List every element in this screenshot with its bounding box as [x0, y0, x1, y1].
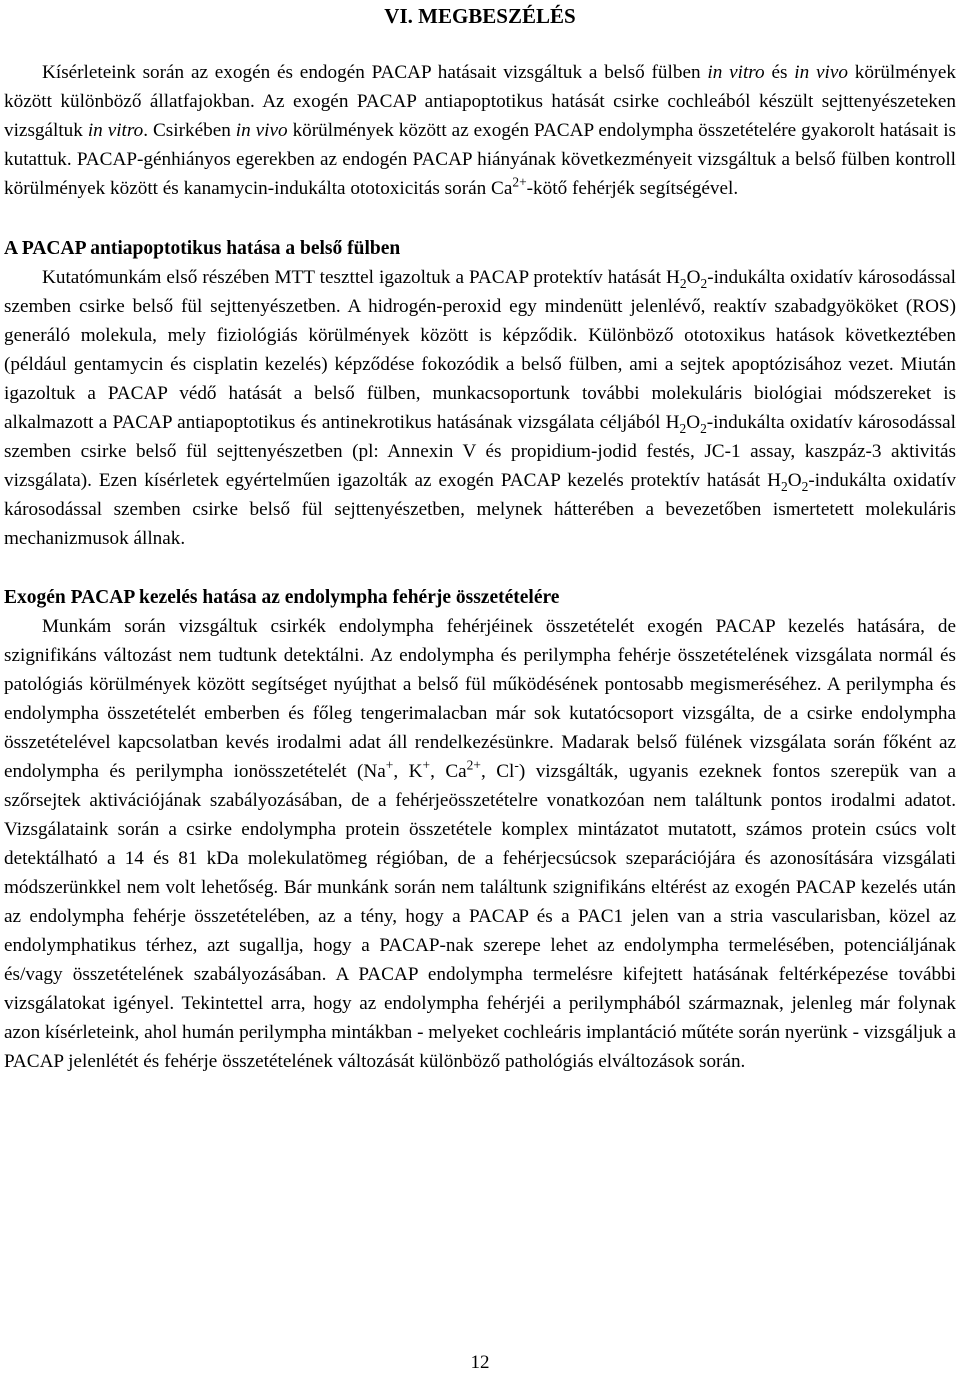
subscript: 2	[679, 420, 687, 436]
text-run: és	[764, 62, 795, 83]
text-run: , Ca	[430, 761, 467, 782]
chapter-title: VI. MEGBESZÉLÉS	[384, 4, 576, 28]
superscript: 2+	[512, 174, 527, 190]
section-paragraph-antiapoptotic	[4, 263, 956, 553]
text-run: ) vizsgálták, ugyanis ezeknek fontos szerepük van a szőrsejtek aktivációjának szabályozásában, de a fehérjeösszetételre vonatkozóan nem találtunk pontos irodalmi adatot. Vizsgálataink során a csirke endolympha protein összetétele komplex mintázatot mutatott, számos protein csúcs volt detektálható a 14 és 81 kDa molekulatömeg régióban, de a fehérjecsúcsok szeparációjára és azonosítására vizsgálati módszerünkkel nem volt lehetőség. Bár munkánk során nem találtunk szignifikáns eltérést az exogén PACAP kezelés után az endolympha fehérje összetételében, az a tény, hogy a PACAP és a PAC1 jelen van a stria vascularisban, közel az endolymphatikus térhez, azt sugallja, hogy a PACAP-nak szerepe lehet az endolympha termelésében, potenciáljának és/vagy összetételének szabályozásában. A PACAP endolympha termelésre kifejtett hatásának feltérképezése további vizsgálatokat igényel. Tekintettel arra, hogy az endolympha fehérjéi a perilymphából származnak, jelenleg már folynak azon kísérleteink, ahol humán perilympha mintákban - melyeket cochleáris implantáció műtéte során nyerünk - vizsgáljuk a PACAP jelenlétét és fehérje összetételének változását különböző pathológiás elváltozások során.	[4, 761, 956, 1072]
superscript: 2+	[466, 757, 481, 773]
text-run: O	[787, 470, 802, 491]
section-heading-antiapoptotic: A PACAP antiapoptotikus hatása a belső fülben	[4, 238, 401, 259]
section-heading-endolympha: Exogén PACAP kezelés hatása az endolympha fehérje összetételére	[4, 587, 560, 608]
page-number: 12	[470, 1352, 490, 1373]
subscript: 2	[679, 275, 687, 291]
subscript: 2	[781, 478, 788, 494]
text-run: körülmények között különböző állatfajokban. Az exogén PACAP antiapoptotikus hatását csirke cochleából készült sejttenyészeteken vizsgáltuk	[4, 62, 957, 141]
superscript: +	[385, 757, 394, 773]
text-run: Kísérleteink során az exogén és endogén PACAP hatásait vizsgáltuk a belső fülben	[42, 62, 708, 83]
superscript: +	[422, 757, 431, 773]
text-run: O	[686, 412, 701, 433]
text-run: -indukálta oxidatív károsodással szemben csirke belső fül sejttenyészetben. A hidrogén-peroxid egy mindenütt jelenlévő, reaktív szabadgyököket (ROS) generáló molekula, mely fiziológiás körülmények között is képződik. Különböző ototoxikus hatások következtében (például gentamycin és cisplatin kezelés) képződése fokozódik a belső fülben, ami a sejtek apoptózisához vezet. Miután igazoltuk a PACAP védő hatását a belső fülben, munkacsoportunk további molekuláris biológiai módszereket is alkalmazott a PACAP antiapoptotikus és antinekrotikus hatásának vizsgálata céljából H	[4, 267, 956, 433]
text-run: körülmények között az exogén PACAP endolympha összetételére gyakorolt hatásait is kutattuk. PACAP-génhiányos egerekben az endogén PACAP hiányának következményeit vizsgáltuk a belső fülben kontroll körülmények között és kanamycin-indukálta ototoxicitás során Ca	[4, 120, 956, 199]
section-paragraph-endolympha	[4, 612, 956, 1076]
text-run: Kutatómunkám első részében MTT teszttel igazoltuk a PACAP protektív hatását H	[42, 267, 680, 288]
superscript: -	[514, 757, 519, 773]
subscript: 2	[700, 420, 707, 436]
intro-paragraph	[4, 58, 956, 203]
text-run: -indukálta oxidatív károsodással szemben csirke belső fül sejttenyészetben (pl: Annexin V és propidium-jodid festés, JC-1 assay, kaszpáz-3 aktivitás vizsgálata). Ezen kísérletek egyértelműen igazolták az exogén PACAP kezelés protektív hatását H	[4, 412, 956, 491]
text-run: -indukálta oxidatív károsodással szemben csirke belső fül sejttenyészetben, melynek hátterében a bevezetőben ismertetett molekuláris mechanizmusok állnak.	[4, 470, 956, 549]
italic-term: in vivo	[235, 120, 288, 141]
text-run: , Cl	[480, 761, 515, 782]
italic-term: in vitro	[87, 120, 144, 141]
subscript: 2	[801, 478, 809, 494]
document-page	[4, 0, 956, 1076]
italic-term: in vitro	[707, 62, 765, 83]
italic-term: in vivo	[794, 62, 848, 83]
text-run: O	[686, 267, 701, 288]
text-run: . Csirkében	[143, 120, 236, 141]
text-run: Munkám során vizsgáltuk csirkék endolympha fehérjéinek összetételét exogén PACAP kezelés hatására, de szignifikáns változást nem tudtunk detektálni. Az endolympha és perilympha fehérje összetételének vizsgálata normál és patológiás körülmények között segítséget nyújthat a belső fül működésének pontosabb megismeréséhez. A perilympha és endolympha összetételét emberben és főleg tengerimalacban már sok kutatócsoport vizsgálta, de a csirke endolympha összetételével kapcsolatban kevés irodalmi adat áll rendelkezésünkre. Madarak belső fülének vizsgálata során főként az endolympha és perilympha ionösszetételét (Na	[4, 616, 956, 782]
subscript: 2	[700, 275, 708, 291]
text-run: -kötő fehérjék segítségével.	[526, 178, 739, 199]
text-run: , K	[393, 761, 423, 782]
